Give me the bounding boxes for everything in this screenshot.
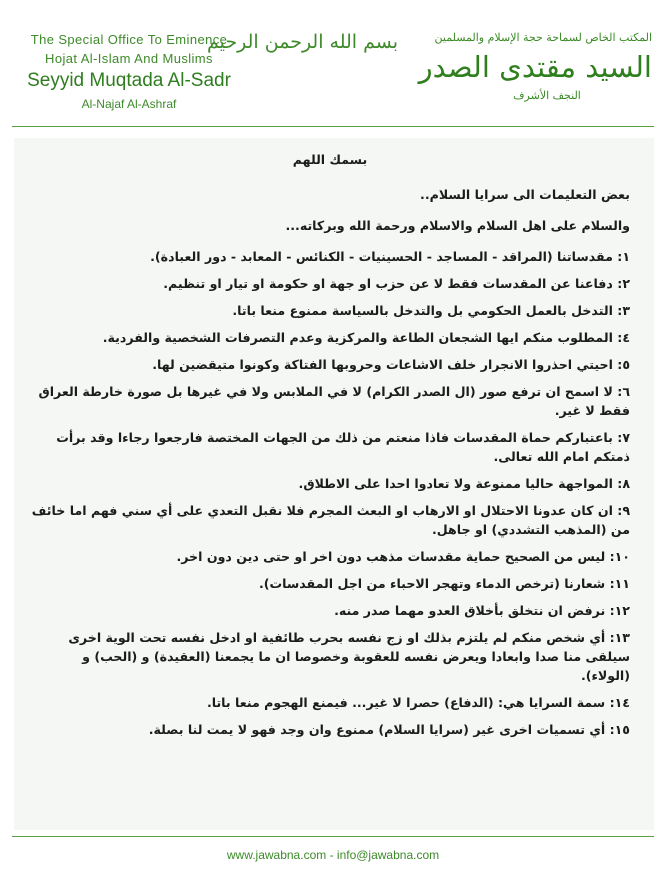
instruction-item-12: ١٢: نرفض ان نتخلق بأخلاق العدو مهما صدر منه. [334, 603, 630, 618]
office-title-arabic: المكتب الخاص لسماحة حجة الإسلام والمسلمين [434, 31, 652, 44]
instruction-item-6: ٦: لا اسمح ان ترفع صور (ال الصدر الكرام) لا في الملابس ولا في غيرها بل صورة خارطة العراق فقط لا غير. [38, 384, 630, 418]
header-divider [12, 126, 654, 127]
document-intro-2: والسلام على اهل السلام والاسلام ورحمة الله وبركاته... [285, 218, 630, 233]
instruction-item-15: ١٥: أي تسميات اخرى غير (سرايا السلام) ممنوع وان وجد فهو لا يمت لنا بصلة. [148, 722, 630, 737]
instruction-item-2: ٢: دفاعنا عن المقدسات فقط لا عن حزب او جهة او حكومة او تيار او تنظيم. [163, 276, 630, 291]
document-body [30, 150, 630, 747]
office-line-2: Hojat Al-Islam And Muslims [45, 51, 213, 66]
instruction-item-10: ١٠: ليس من الصحيح حماية مقدسات مذهب دون اخر او حتى دين دون اخر. [176, 549, 630, 564]
office-location-arabic: النجف الأشرف [513, 89, 581, 102]
letterhead [0, 0, 666, 128]
instruction-item-14: ١٤: سمة السرايا هي: (الدفاع) حصرا لا غير... فيمنع الهجوم منعا باتا. [206, 695, 630, 710]
instruction-item-7: ٧: باعتباركم حماة المقدسات فاذا منعتم من ذلك من الجهات المختصة فارجعوا رجاءا وقد برأت ذمتكم امام الله تعالى. [56, 430, 630, 464]
instruction-item-13: ١٣: أي شخص منكم لم يلتزم بذلك او زج نفسه بحرب طائفية او ادخل نفسه تحت الوية اخرى سيلقى منا صدا وابعادا ويعرض نفسه للعقوبة وخصوصا ان ما يجمعنا (العقيدة) و (الحب) و (الولاء). [68, 630, 630, 683]
office-name-arabic-main: السيد مقتدى الصدر [418, 50, 652, 84]
instruction-item-9: ٩: ان كان عدونا الاحتلال او الارهاب او البعث المجرم فلا نقبل التعدي على أي سني فهم اما خائف من (المذهب التشددي) او جاهل. [31, 503, 630, 537]
instruction-item-4: ٤: المطلوب منكم ايها الشجعان الطاعة والمركزية وعدم التصرفات الشخصية والفردية. [102, 330, 630, 345]
instruction-item-1: ١: مقدساتنا (المراقد - المساجد - الحسينيات - الكنائس - المعابد - دور العبادة). [150, 249, 630, 264]
office-line-1: The Special Office To Eminence [30, 32, 228, 47]
document-heading: بسمك اللهم [292, 152, 368, 167]
footer-divider [12, 836, 654, 837]
office-name-arabic [418, 30, 652, 104]
document-intro-1: بعض التعليمات الى سرايا السلام.. [420, 187, 630, 202]
instruction-item-8: ٨: المواجهة حاليا ممنوعة ولا تعادوا احدا على الاطلاق. [298, 476, 630, 491]
office-name: Seyyid Muqtada Al-Sadr [27, 70, 231, 91]
basmala-calligraphy: بسم الله الرحمن الرحيم [207, 31, 398, 53]
footer-contact: www.jawabna.com - info@jawabna.com [226, 848, 440, 862]
instruction-item-3: ٣: التدخل بالعمل الحكومي بل والتدخل بالسياسة ممنوع منعا باتا. [232, 303, 630, 318]
instruction-item-11: ١١: شعارنا (ترخص الدماء وتهجر الاحباء من اجل المقدسات). [258, 576, 630, 591]
instruction-item-5: ٥: احيتي احذروا الانجرار خلف الاشاعات وحروبها الفتاكة وكونوا متيقضين لها. [152, 357, 630, 372]
office-location: Al-Najaf Al-Ashraf [81, 97, 177, 111]
